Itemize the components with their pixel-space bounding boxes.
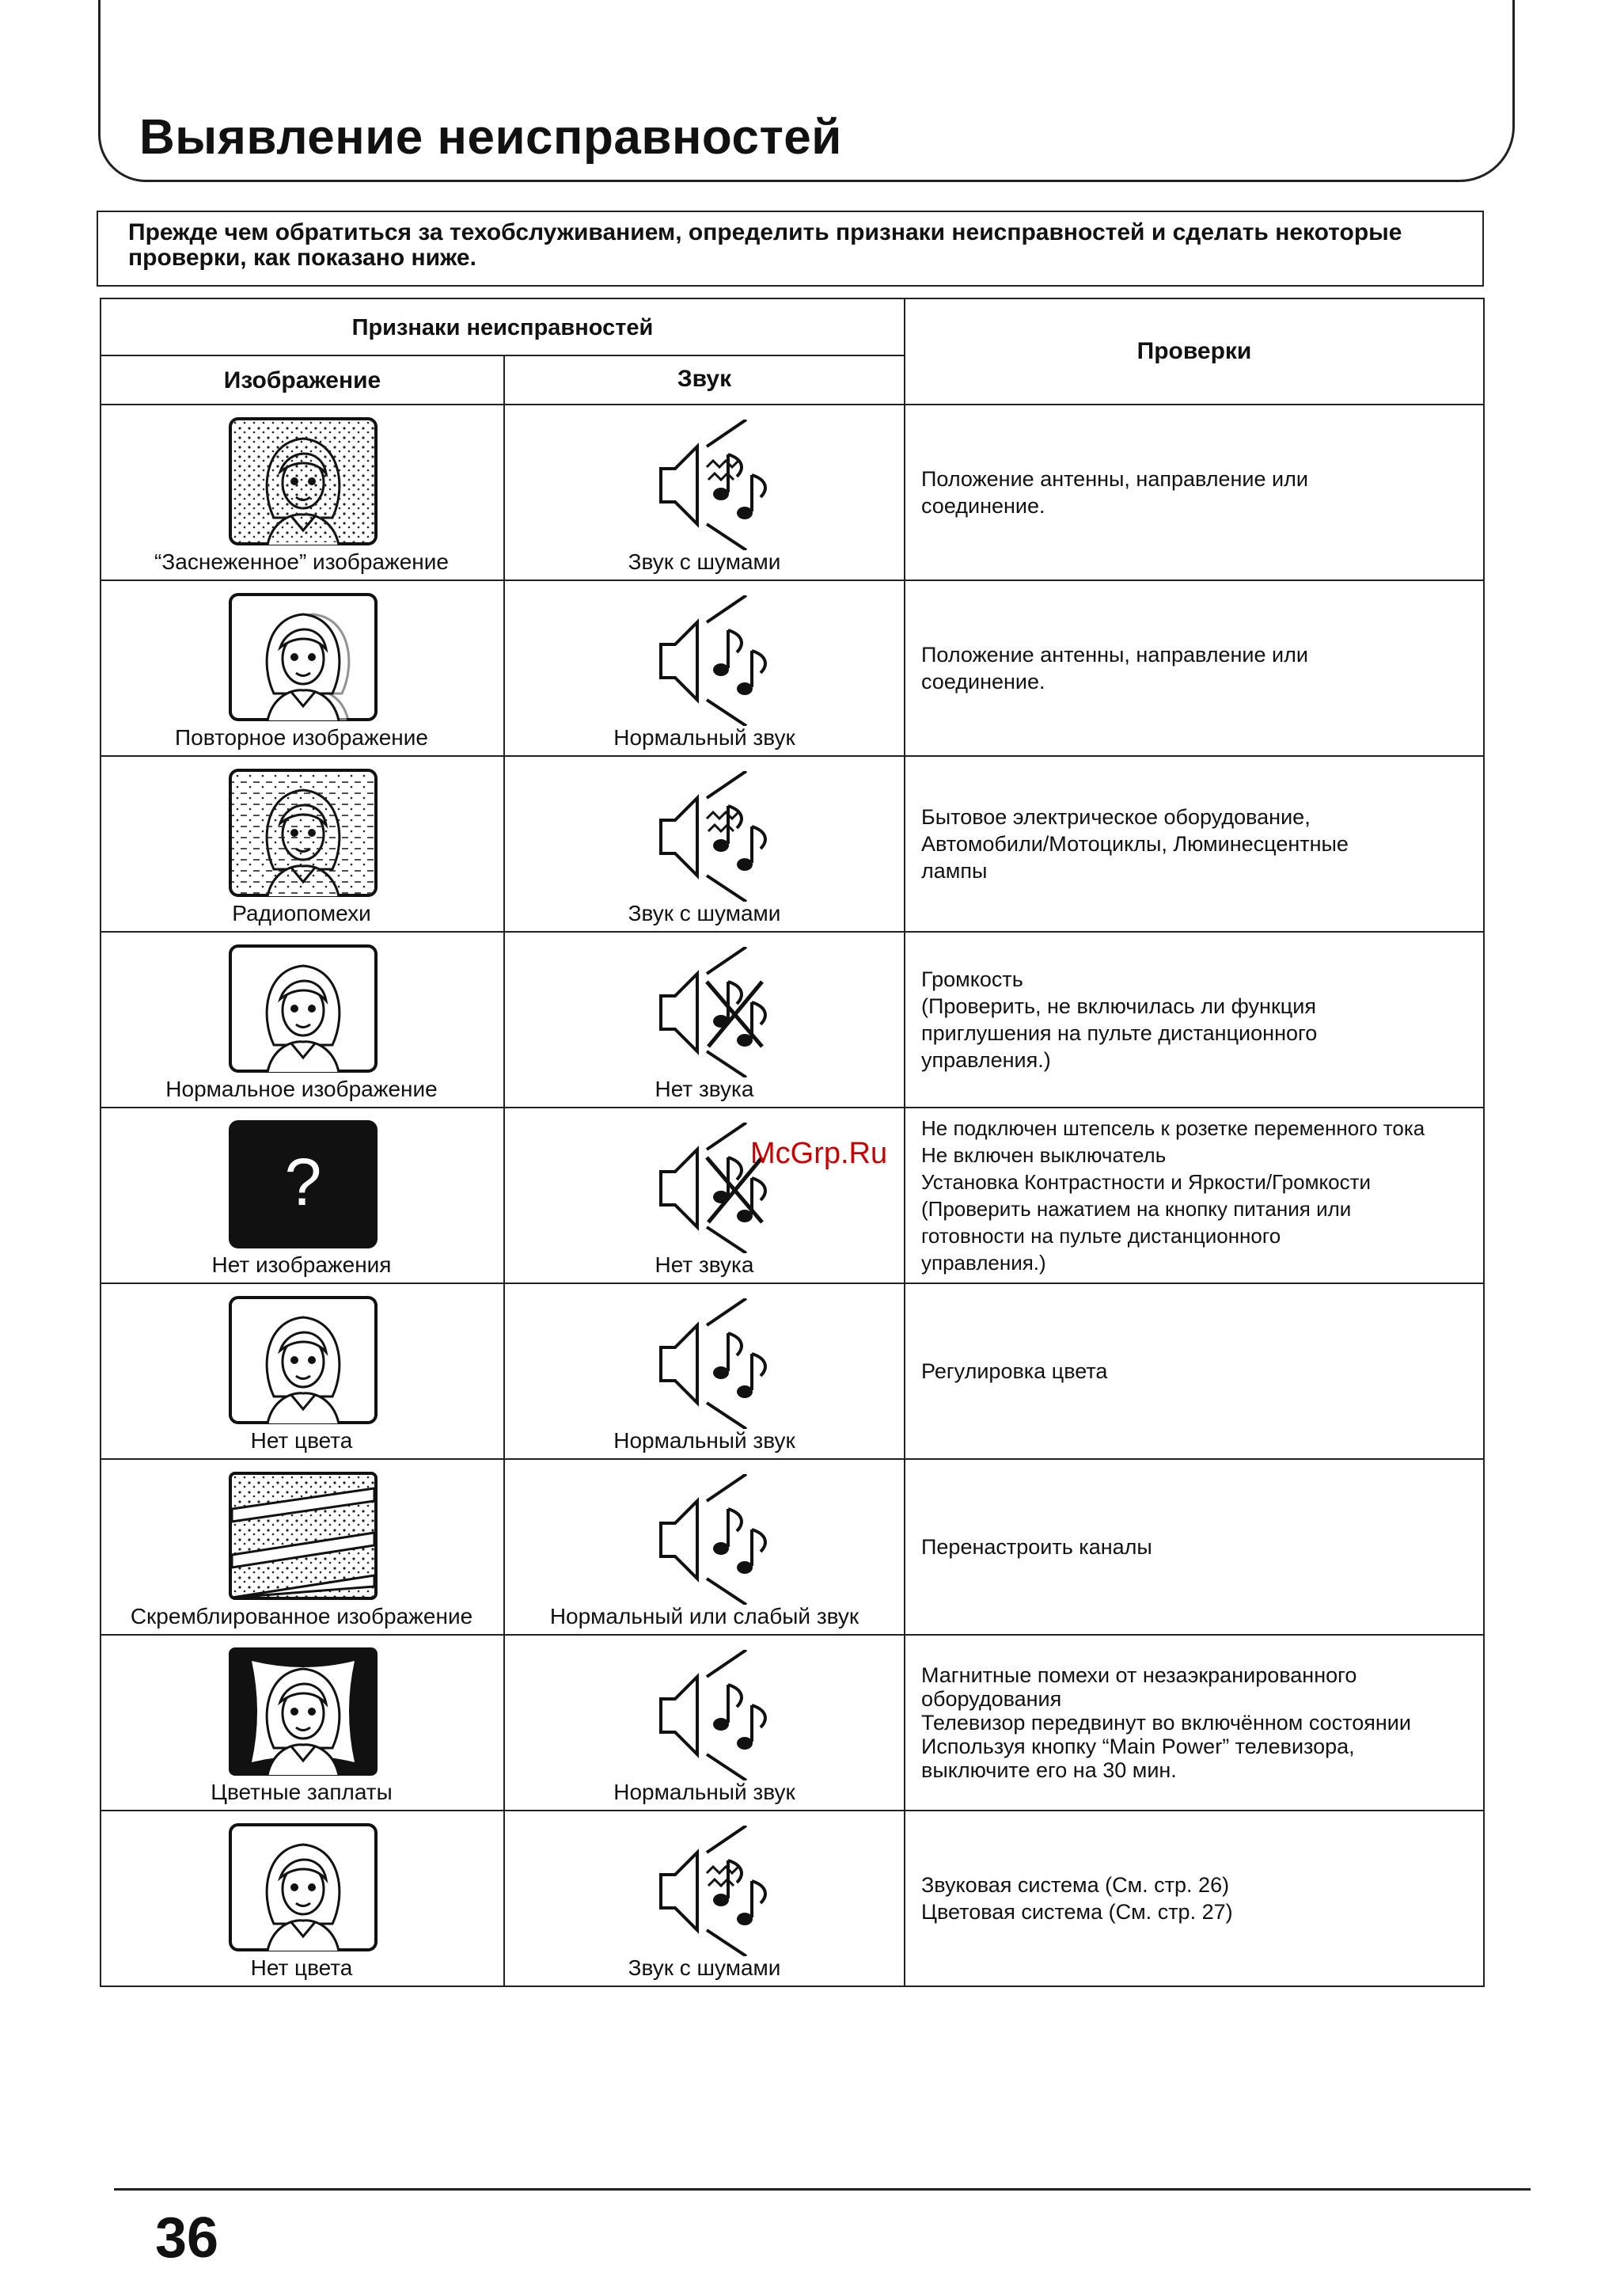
header-sound: Звук <box>505 356 905 405</box>
image-cell <box>101 757 505 931</box>
table-row <box>100 405 1485 581</box>
table-row <box>100 757 1485 933</box>
normal-sound-icon <box>651 595 770 726</box>
sound-cell <box>505 1636 905 1810</box>
checks-text: Бытовое электрическое оборудование, Автомобили/Мотоциклы, Люминесцентные лампы <box>921 805 1349 883</box>
sound-caption: Нормальный звук <box>613 725 795 750</box>
checks-text: Громкость (Проверить, не включилась ли функция приглушения на пульте дистанционного управления.) <box>921 967 1318 1072</box>
image-cell <box>101 1460 505 1634</box>
noisy-sound-icon <box>651 771 770 902</box>
page-number: 36 <box>155 2206 219 2270</box>
sound-caption: Нет звука <box>655 1077 754 1101</box>
sound-caption: Нормальный звук <box>613 1780 795 1804</box>
image-caption: Цветные заплаты <box>211 1780 393 1804</box>
image-cell <box>101 405 505 580</box>
checks-cell <box>905 757 1483 931</box>
sound-caption: Нормальный звук <box>613 1428 795 1453</box>
sound-caption: Нормальный или слабый звук <box>549 1604 859 1628</box>
sound-cell <box>505 1811 905 1986</box>
sound-cell <box>505 933 905 1107</box>
noisy-sound-icon <box>651 1826 770 1956</box>
ghost-tv-icon <box>228 592 378 722</box>
no-color-tv-icon <box>228 1295 378 1425</box>
table-header <box>100 298 1485 405</box>
sound-cell <box>505 1108 905 1282</box>
checks-text: Регулировка цвета <box>921 1359 1108 1383</box>
table-row <box>100 1108 1485 1284</box>
table-row <box>100 933 1485 1108</box>
normal-sound-icon <box>651 1474 770 1605</box>
checks-cell <box>905 1108 1483 1282</box>
image-caption: Нет цвета <box>250 1428 353 1453</box>
intro-text: Прежде чем обратиться за техобслуживанием, определить признаки неисправностей и сделать некоторые проверки, как показано ниже. <box>128 219 1402 271</box>
checks-text: Положение антенны, направление или соединение. <box>921 467 1308 518</box>
checks-text: Положение антенны, направление или соединение. <box>921 643 1308 694</box>
table-row <box>100 1284 1485 1460</box>
image-cell <box>101 933 505 1107</box>
image-caption: Нормальное изображение <box>165 1077 438 1101</box>
normal-sound-icon <box>651 1298 770 1429</box>
sound-caption: Звук с шумами <box>628 549 781 574</box>
image-caption: Скремблированное изображение <box>130 1604 473 1628</box>
sound-cell <box>505 1284 905 1458</box>
checks-cell <box>905 1284 1483 1458</box>
watermark: McGrp.Ru <box>750 1137 888 1170</box>
page-title: Выявление неисправностей <box>139 110 842 165</box>
interference-tv-icon <box>228 768 378 898</box>
intro-box <box>97 211 1484 287</box>
table-row <box>100 581 1485 757</box>
table-row <box>100 1636 1485 1811</box>
checks-text: Звуковая система (См. стр. 26) Цветовая система (См. стр. 27) <box>921 1873 1233 1924</box>
checks-cell <box>905 405 1483 580</box>
image-cell <box>101 1108 505 1282</box>
table-row <box>100 1811 1485 1987</box>
normal-tv-icon <box>228 944 378 1074</box>
no-picture-tv-icon <box>228 1119 378 1249</box>
image-cell <box>101 1811 505 1986</box>
svg-text:?: ? <box>284 1145 322 1219</box>
snowy-tv-icon <box>228 416 378 546</box>
footer-rule <box>114 2188 1531 2191</box>
sound-cell <box>505 405 905 580</box>
header-symptoms: Признаки неисправностей <box>101 299 905 356</box>
sound-caption: Звук с шумами <box>628 901 781 925</box>
image-cell <box>101 581 505 755</box>
header-image: Изображение <box>101 356 505 405</box>
image-caption: Радиопомехи <box>232 901 371 925</box>
sound-cell <box>505 581 905 755</box>
checks-cell <box>905 581 1483 755</box>
checks-cell <box>905 1811 1483 1986</box>
checks-text: Не подключен штепсель к розетке переменного тока Не включен выключатель Установка Контрастности и Яркости/Громкости (Проверить нажатием на кнопку питания или готовности на пульте дистанционного управления.) <box>921 1116 1425 1275</box>
normal-sound-icon <box>651 1650 770 1780</box>
image-caption: Нет цвета <box>250 1955 353 1980</box>
checks-cell <box>905 1460 1483 1634</box>
sound-cell <box>505 1460 905 1634</box>
image-cell <box>101 1636 505 1810</box>
checks-text: Перенастроить каналы <box>921 1535 1152 1559</box>
noisy-sound-icon <box>651 420 770 550</box>
color-patches-tv-icon <box>228 1647 378 1776</box>
sound-caption: Нет звука <box>655 1252 754 1277</box>
sound-cell <box>505 757 905 931</box>
image-caption: Нет изображения <box>211 1252 392 1277</box>
checks-cell <box>905 1636 1483 1810</box>
sound-caption: Звук с шумами <box>628 1955 781 1980</box>
no-color-tv-icon <box>228 1822 378 1952</box>
scrambled-tv-icon <box>228 1471 378 1601</box>
checks-cell <box>905 933 1483 1107</box>
header-checks: Проверки <box>1136 338 1252 364</box>
image-cell <box>101 1284 505 1458</box>
checks-text: Магнитные помехи от незаэкранированного оборудования Телевизор передвинут во включённом состоянии Используя кнопку “Main Power” телевизора, выключите его на 30 мин. <box>921 1663 1411 1782</box>
image-caption: “Заснеженное” изображение <box>154 549 449 574</box>
no-sound-icon <box>651 947 770 1077</box>
image-caption: Повторное изображение <box>175 725 428 750</box>
table-row <box>100 1460 1485 1636</box>
